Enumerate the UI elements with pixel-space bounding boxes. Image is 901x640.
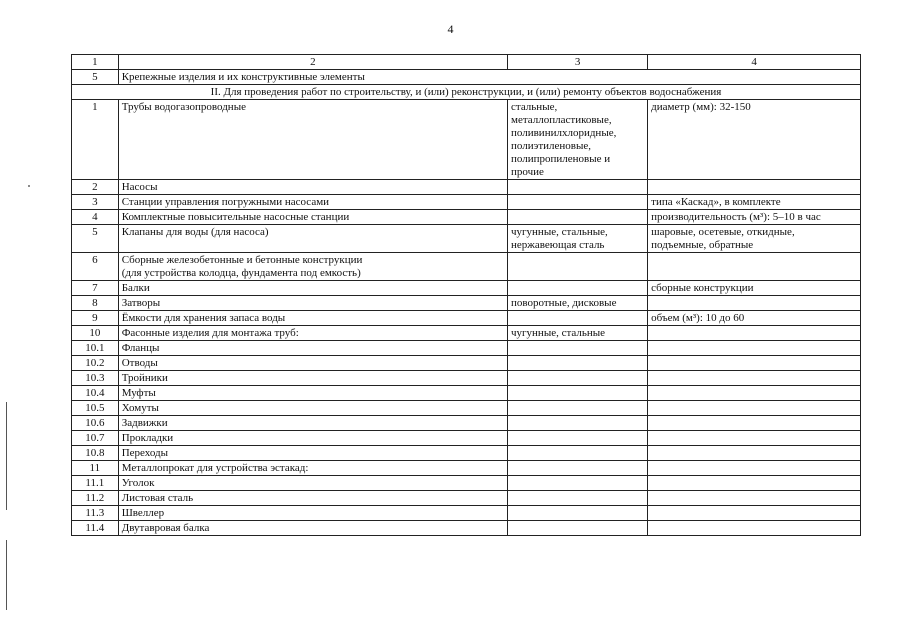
row-material <box>508 341 648 356</box>
scan-speck <box>28 185 30 187</box>
row-number: 10.8 <box>72 446 119 461</box>
row-number: 11.4 <box>72 521 119 536</box>
row-name: Клапаны для воды (для насоса) <box>118 225 507 253</box>
row-name: Отводы <box>118 356 507 371</box>
row-name: Станции управления погружными насосами <box>118 195 507 210</box>
row-name: Сборные железобетонные и бетонные конструкции (для устройства колодца, фундамента под емкость) <box>118 253 507 281</box>
row-material: стальные, металлопластиковые, поливинилхлоридные, полиэтиленовые, полипропиленовые и прочие <box>508 100 648 180</box>
scan-margin-line <box>6 402 7 510</box>
row-number: 3 <box>72 195 119 210</box>
row-material <box>508 371 648 386</box>
row-material <box>508 416 648 431</box>
row-name: Хомуты <box>118 401 507 416</box>
column-header-4: 4 <box>648 55 861 70</box>
row-material <box>508 281 648 296</box>
row-material <box>508 431 648 446</box>
table-row <box>72 506 861 521</box>
table-row <box>72 253 861 281</box>
row-name: Двутавровая балка <box>118 521 507 536</box>
row-spec <box>648 416 861 431</box>
row-number: 10 <box>72 326 119 341</box>
row-spec <box>648 341 861 356</box>
row-name: Прокладки <box>118 431 507 446</box>
row-spec: объем (м³): 10 до 60 <box>648 311 861 326</box>
group-title: Крепежные изделия и их конструктивные элементы <box>118 70 860 85</box>
row-material <box>508 521 648 536</box>
row-name: Муфты <box>118 386 507 401</box>
row-spec <box>648 401 861 416</box>
row-number: 11.2 <box>72 491 119 506</box>
row-material <box>508 491 648 506</box>
row-spec <box>648 521 861 536</box>
row-material <box>508 195 648 210</box>
group-row <box>72 70 861 85</box>
row-name: Фланцы <box>118 341 507 356</box>
row-number: 8 <box>72 296 119 311</box>
row-spec <box>648 431 861 446</box>
row-number: 10.1 <box>72 341 119 356</box>
row-number: 11.1 <box>72 476 119 491</box>
materials-table <box>71 54 861 536</box>
row-number: 10.2 <box>72 356 119 371</box>
row-spec <box>648 491 861 506</box>
row-spec <box>648 296 861 311</box>
row-number: 10.6 <box>72 416 119 431</box>
row-spec: сборные конструкции <box>648 281 861 296</box>
table-row <box>72 446 861 461</box>
row-material <box>508 210 648 225</box>
row-material <box>508 476 648 491</box>
row-number: 9 <box>72 311 119 326</box>
row-material <box>508 506 648 521</box>
row-material: поворотные, дисковые <box>508 296 648 311</box>
row-number: 10.7 <box>72 431 119 446</box>
row-spec: шаровые, осетевые, откидные, подъемные, обратные <box>648 225 861 253</box>
row-name: Балки <box>118 281 507 296</box>
row-spec <box>648 371 861 386</box>
table-row <box>72 401 861 416</box>
column-header-1: 1 <box>72 55 119 70</box>
row-spec <box>648 180 861 195</box>
table-row <box>72 311 861 326</box>
table-row <box>72 195 861 210</box>
table-row <box>72 461 861 476</box>
row-spec <box>648 506 861 521</box>
row-material <box>508 401 648 416</box>
column-header-3: 3 <box>508 55 648 70</box>
row-name: Фасонные изделия для монтажа труб: <box>118 326 507 341</box>
table-row <box>72 100 861 180</box>
row-name: Металлопрокат для устройства эстакад: <box>118 461 507 476</box>
row-name: Швеллер <box>118 506 507 521</box>
row-number: 10.5 <box>72 401 119 416</box>
row-number: 4 <box>72 210 119 225</box>
row-number: 11 <box>72 461 119 476</box>
page-number: 4 <box>447 22 454 36</box>
row-material <box>508 461 648 476</box>
row-number: 5 <box>72 225 119 253</box>
row-material <box>508 253 648 281</box>
table-row <box>72 491 861 506</box>
row-spec <box>648 386 861 401</box>
row-spec: диаметр (мм): 32-150 <box>648 100 861 180</box>
row-spec <box>648 446 861 461</box>
table-row <box>72 210 861 225</box>
table-row <box>72 180 861 195</box>
group-number: 5 <box>72 70 119 85</box>
row-number: 10.3 <box>72 371 119 386</box>
row-number: 10.4 <box>72 386 119 401</box>
row-spec: производительность (м³): 5–10 в час <box>648 210 861 225</box>
table-row <box>72 431 861 446</box>
row-spec <box>648 461 861 476</box>
table-row <box>72 326 861 341</box>
row-number: 1 <box>72 100 119 180</box>
row-number: 6 <box>72 253 119 281</box>
row-spec <box>648 476 861 491</box>
scan-margin-line <box>6 540 7 610</box>
table-row <box>72 296 861 311</box>
row-name: Ёмкости для хранения запаса воды <box>118 311 507 326</box>
row-name: Затворы <box>118 296 507 311</box>
row-material <box>508 446 648 461</box>
table-header-row <box>72 55 861 70</box>
row-number: 2 <box>72 180 119 195</box>
table-row <box>72 281 861 296</box>
row-spec <box>648 356 861 371</box>
table-row <box>72 476 861 491</box>
row-name: Задвижки <box>118 416 507 431</box>
table-row <box>72 521 861 536</box>
table-row <box>72 225 861 253</box>
table-row <box>72 371 861 386</box>
table-row <box>72 341 861 356</box>
row-name: Переходы <box>118 446 507 461</box>
table-row <box>72 416 861 431</box>
row-name: Тройники <box>118 371 507 386</box>
row-spec: типа «Каскад», в комплекте <box>648 195 861 210</box>
row-name: Листовая сталь <box>118 491 507 506</box>
row-name: Комплектные повысительные насосные станции <box>118 210 507 225</box>
row-name: Насосы <box>118 180 507 195</box>
row-material <box>508 180 648 195</box>
row-number: 7 <box>72 281 119 296</box>
row-material: чугунные, стальные, нержавеющая сталь <box>508 225 648 253</box>
row-name: Уголок <box>118 476 507 491</box>
row-material: чугунные, стальные <box>508 326 648 341</box>
column-header-2: 2 <box>118 55 507 70</box>
row-material <box>508 356 648 371</box>
row-name: Трубы водогазопроводные <box>118 100 507 180</box>
row-spec <box>648 326 861 341</box>
row-material <box>508 311 648 326</box>
table-row <box>72 386 861 401</box>
section-row <box>72 85 861 100</box>
table-row <box>72 356 861 371</box>
row-number: 11.3 <box>72 506 119 521</box>
row-spec <box>648 253 861 281</box>
section-title: II. Для проведения работ по строительству, и (или) реконструкции, и (или) ремонту объектов водоснабжения <box>72 85 861 100</box>
row-material <box>508 386 648 401</box>
